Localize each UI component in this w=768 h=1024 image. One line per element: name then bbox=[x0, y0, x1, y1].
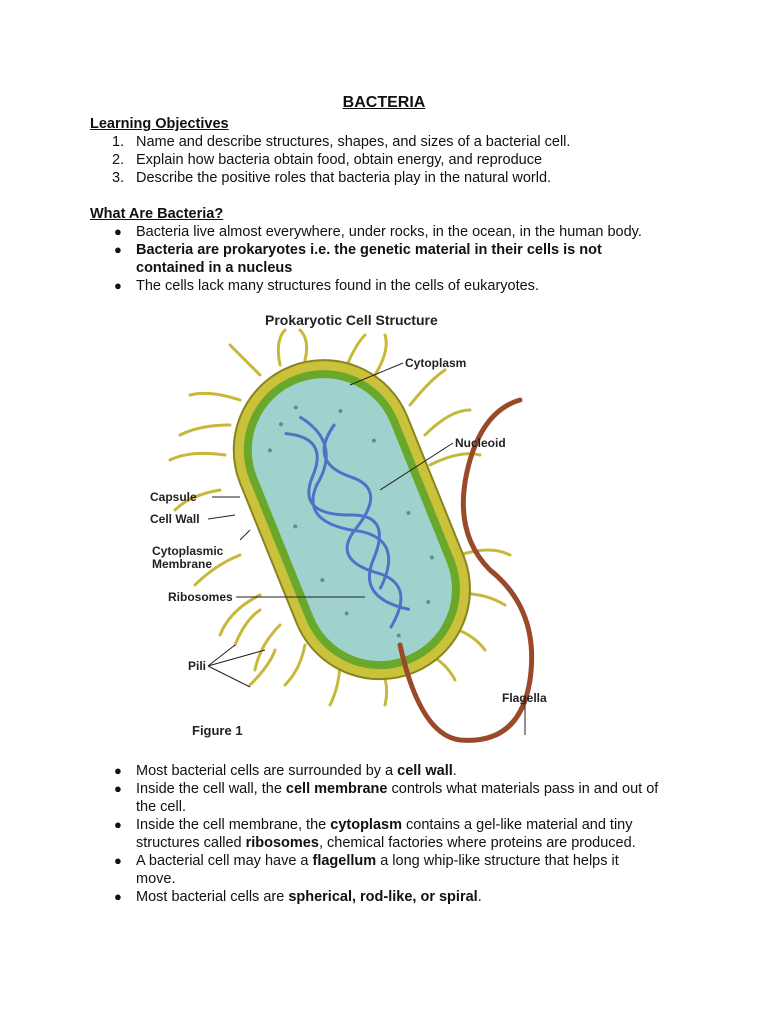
bullet-icon: ● bbox=[114, 853, 122, 868]
list-item: ● Inside the cell wall, the cell membrane controls what materials pass in and out of the cell. bbox=[114, 781, 659, 815]
label-capsule: Capsule bbox=[150, 490, 197, 504]
list-item: ● Most bacterial cells are spherical, rod-like, or spiral. bbox=[114, 889, 482, 905]
list-item: 1. Name and describe structures, shapes, and sizes of a bacterial cell. bbox=[112, 134, 571, 150]
list-item: 2. Explain how bacteria obtain food, obtain energy, and reproduce bbox=[112, 152, 543, 168]
list-item: ● A bacterial cell may have a flagellum a long whip-like structure that helps it move. bbox=[114, 853, 619, 887]
list-item: ● Inside the cell membrane, the cytoplasm contains a gel-like material and tiny structures called ribosomes, chemical factories where proteins are produced. bbox=[114, 817, 636, 851]
label-nucleoid: Nucleoid bbox=[455, 436, 506, 450]
bullet-icon: ● bbox=[114, 889, 122, 904]
objectives-list bbox=[0, 133, 676, 187]
bullet-icon: ● bbox=[114, 781, 122, 796]
list-item: ● Most bacterial cells are surrounded by a cell wall. bbox=[114, 763, 457, 779]
cell-body-illustration bbox=[207, 333, 498, 706]
label-cell-wall: Cell Wall bbox=[150, 512, 200, 526]
objectives-heading: Learning Objectives bbox=[90, 116, 229, 132]
bullet-icon: ● bbox=[114, 224, 122, 239]
prokaryotic-cell-figure bbox=[140, 305, 590, 745]
label-cytoplasmic-membrane-line1: Cytoplasmic bbox=[152, 544, 224, 558]
label-cytoplasm: Cytoplasm bbox=[405, 356, 467, 370]
bullet-icon: ● bbox=[114, 278, 122, 293]
list-item: ● Bacteria are prokaryotes i.e. the genetic material in their cells is not contained in a nucleus bbox=[114, 242, 602, 276]
label-flagella: Flagella bbox=[502, 691, 547, 705]
details-list bbox=[0, 762, 676, 906]
bullet-icon: ● bbox=[114, 242, 122, 257]
list-item: ● Bacteria live almost everywhere, under rocks, in the ocean, in the human body. bbox=[114, 224, 642, 240]
figure-caption: Figure 1 bbox=[192, 723, 243, 738]
label-pili: Pili bbox=[188, 659, 207, 673]
label-cytoplasmic-membrane-line2: Membrane bbox=[152, 557, 213, 571]
label-ribosomes: Ribosomes bbox=[168, 590, 233, 604]
bullet-icon: ● bbox=[114, 817, 122, 832]
what-are-list bbox=[0, 223, 676, 295]
what-are-bacteria-heading: What Are Bacteria? bbox=[90, 206, 224, 222]
figure-title: Prokaryotic Cell Structure bbox=[265, 312, 438, 328]
bullet-icon: ● bbox=[114, 763, 122, 778]
page-title: BACTERIA bbox=[342, 94, 426, 111]
list-item: 3. Describe the positive roles that bacteria play in the natural world. bbox=[112, 170, 552, 186]
list-item: ● The cells lack many structures found in the cells of eukaryotes. bbox=[114, 278, 539, 294]
